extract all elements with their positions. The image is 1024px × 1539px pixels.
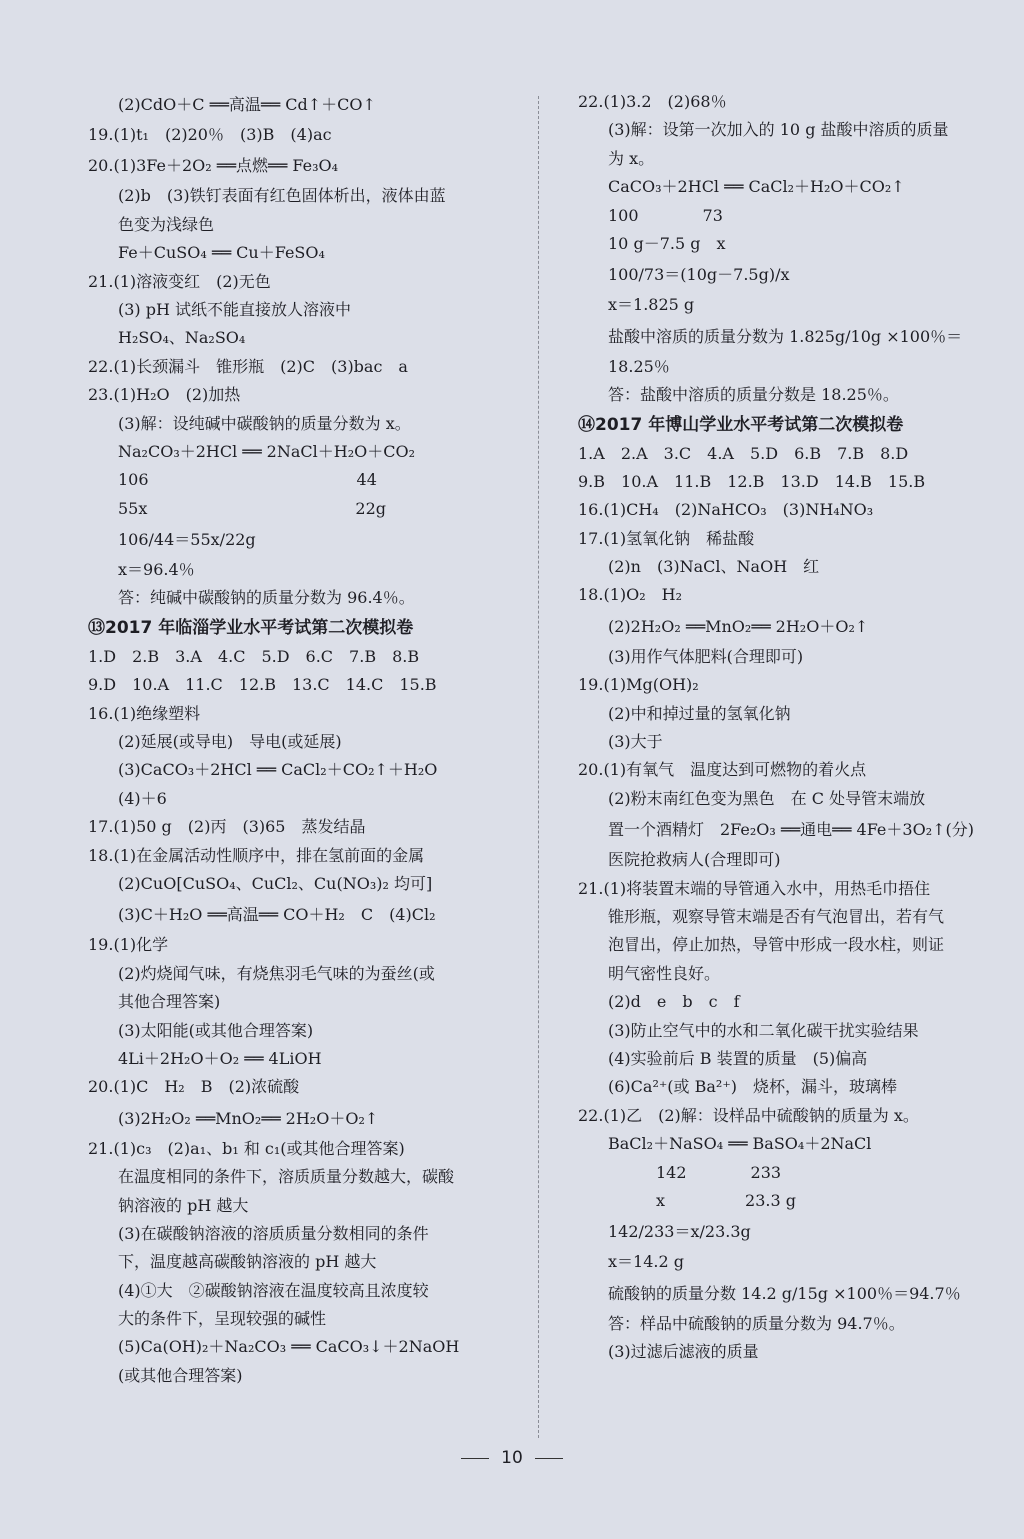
text-line: (2)粉末南红色变为黑色 在 C 处导管末端放 xyxy=(608,788,926,808)
text-line: x 23.3 g xyxy=(608,1190,796,1210)
text-line: 18.(1)O₂ H₂ xyxy=(578,585,683,605)
text-line: 20.(1)3Fe＋2O₂ ══点燃══ Fe₃O₄ xyxy=(88,156,339,176)
text-line: CaCO₃＋2HCl ══ CaCl₂＋H₂O＋CO₂↑ xyxy=(608,177,905,197)
text-line: 1.A 2.A 3.C 4.A 5.D 6.B 7.B 8.D xyxy=(578,443,909,463)
text-line: 19.(1)t₁ (2)20％ (3)B (4)ac xyxy=(88,125,332,144)
text-line: 盐酸中溶质的质量分数为 1.825g/10g ×100％＝ xyxy=(608,326,963,346)
text-line: 22.(1)乙 (2)解：设样品中硫酸钠的质量为 x。 xyxy=(578,1105,919,1125)
text-line: (3)在碳酸钠溶液的溶质质量分数相同的条件 xyxy=(118,1223,429,1243)
text-line: 大的条件下，呈现较强的碱性 xyxy=(118,1309,327,1329)
section-13-title: ⑬2017 年临淄学业水平考试第二次模拟卷 xyxy=(88,617,414,638)
text-line: 16.(1)CH₄ (2)NaHCO₃ (3)NH₄NO₃ xyxy=(578,500,874,520)
text-line: (4)实验前后 B 装置的质量 (5)偏高 xyxy=(608,1048,868,1068)
text-line: (3)CaCO₃＋2HCl ══ CaCl₂＋CO₂↑＋H₂O xyxy=(118,760,438,780)
text-line: 21.(1)溶液变红 (2)无色 xyxy=(88,271,271,291)
text-line: 17.(1)氢氧化钠 稀盐酸 xyxy=(578,528,755,548)
text-line: (2)中和掉过量的氢氧化钠 xyxy=(608,703,791,723)
text-line: x＝96.4％ xyxy=(118,560,195,580)
text-line: (2)CdO＋C ══高温══ Cd↑＋CO↑ xyxy=(118,95,376,114)
page-footer xyxy=(0,1448,1024,1468)
text-line: 19.(1)Mg(OH)₂ xyxy=(578,675,699,695)
footer-dash-left xyxy=(461,1458,489,1459)
text-line: (2)延展(或导电) 导电(或延展) xyxy=(118,732,342,752)
text-line: 答：盐酸中溶质的质量分数是 18.25％。 xyxy=(608,385,899,405)
text-line: 色变为浅绿色 xyxy=(118,214,215,234)
text-line: 100/73＝(10g－7.5g)/x xyxy=(608,265,790,285)
text-line: 18.25％ xyxy=(608,356,670,376)
text-line: (3) pH 试纸不能直接放人溶液中 xyxy=(118,299,352,319)
text-line: H₂SO₄、Na₂SO₄ xyxy=(118,328,246,348)
footer-dash-right xyxy=(535,1458,563,1459)
text-line: (4)①大 ②碳酸钠溶液在温度较高且浓度较 xyxy=(118,1280,429,1300)
text-line: 泡冒出，停止加热，导管中形成一段水柱，则证 xyxy=(608,935,945,955)
text-line: 20.(1)C H₂ B (2)浓硫酸 xyxy=(88,1077,300,1097)
text-line: 硫酸钠的质量分数 14.2 g/15g ×100％＝94.7％ xyxy=(608,1283,961,1303)
text-line: (3)大于 xyxy=(608,732,663,752)
text-line: x＝14.2 g xyxy=(608,1252,684,1272)
text-line: (2)b (3)铁钉表面有红色固体析出，液体由蓝 xyxy=(118,186,446,206)
text-line: 医院抢救病人(合理即可) xyxy=(608,850,781,870)
text-line: (5)Ca(OH)₂＋Na₂CO₃ ══ CaCO₃↓＋2NaOH xyxy=(118,1337,460,1357)
text-line: (2)CuO[CuSO₄、CuCl₂、Cu(NO₃)₂ 均可] xyxy=(118,873,433,893)
text-line: 下，温度越高碳酸钠溶液的 pH 越大 xyxy=(118,1252,377,1272)
text-line: 106/44＝55x/22g xyxy=(118,530,256,550)
text-line: 21.(1)c₃ (2)a₁、b₁ 和 c₁(或其他合理答案) xyxy=(88,1138,405,1158)
text-line: (3)防止空气中的水和二氧化碳干扰实验结果 xyxy=(608,1020,919,1040)
text-line: (2)2H₂O₂ ══MnO₂══ 2H₂O＋O₂↑ xyxy=(608,616,869,636)
text-line: 为 x。 xyxy=(608,148,655,168)
right-column xyxy=(578,88,998,1366)
text-line: (2)n (3)NaCl、NaOH 红 xyxy=(608,557,820,577)
text-line: 4Li＋2H₂O＋O₂ ══ 4LiOH xyxy=(118,1048,322,1068)
section-14-title: ⑭2017 年博山学业水平考试第二次模拟卷 xyxy=(578,414,904,435)
text-line: (6)Ca²⁺(或 Ba²⁺) 烧杯，漏斗，玻璃棒 xyxy=(608,1077,898,1097)
text-line: BaCl₂＋NaSO₄ ══ BaSO₄＋2NaCl xyxy=(608,1134,872,1154)
text-line: (或其他合理答案) xyxy=(118,1365,243,1385)
text-line: 17.(1)50 g (2)丙 (3)65 蒸发结晶 xyxy=(88,817,366,837)
left-column xyxy=(88,88,518,1390)
text-line: Na₂CO₃＋2HCl ══ 2NaCl＋H₂O＋CO₂ xyxy=(118,441,415,461)
text-line: 18.(1)在金属活动性顺序中，排在氢前面的金属 xyxy=(88,845,425,865)
text-line: 明气密性良好。 xyxy=(608,963,721,983)
text-line: 22.(1)长颈漏斗 锥形瓶 (2)C (3)bac a xyxy=(88,356,408,376)
text-line: 20.(1)有氧气 温度达到可燃物的着火点 xyxy=(578,760,867,780)
text-line: 其他合理答案) xyxy=(118,992,221,1012)
text-line: 142 233 xyxy=(608,1162,782,1182)
text-line: 在温度相同的条件下，溶质质量分数越大，碳酸 xyxy=(118,1167,455,1187)
text-line: (3)C＋H₂O ══高温══ CO＋H₂ C (4)Cl₂ xyxy=(118,905,436,925)
text-line: x＝1.825 g xyxy=(608,295,695,315)
text-line: 10 g－7.5 g x xyxy=(608,233,726,253)
text-line: (3)过滤后滤液的质量 xyxy=(608,1342,759,1362)
text-line: 1.D 2.B 3.A 4.C 5.D 6.C 7.B 8.B xyxy=(88,646,420,666)
text-line: (3)用作气体肥料(合理即可) xyxy=(608,646,804,666)
text-line: 9.B 10.A 11.B 12.B 13.D 14.B 15.B xyxy=(578,471,926,491)
text-line: (3)解：设第一次加入的 10 g 盐酸中溶质的质量 xyxy=(608,120,949,140)
text-line: (3)太阳能(或其他合理答案) xyxy=(118,1020,314,1040)
text-line: (4)＋6 xyxy=(118,788,167,808)
text-line: 置一个酒精灯 2Fe₂O₃ ══通电══ 4Fe＋3O₂↑(分) xyxy=(608,820,975,840)
text-line: 答：样品中硫酸钠的质量分数为 94.7％。 xyxy=(608,1313,905,1333)
text-line: 答：纯碱中碳酸钠的质量分数为 96.4％。 xyxy=(118,588,415,608)
text-line: (3)解：设纯碱中碳酸钠的质量分数为 x。 xyxy=(118,413,411,433)
text-line: (3)2H₂O₂ ══MnO₂══ 2H₂O＋O₂↑ xyxy=(118,1108,379,1128)
text-line: (2)灼烧闻气味，有烧焦羽毛气味的为蚕丝(或 xyxy=(118,963,435,983)
text-line: 142/233＝x/23.3g xyxy=(608,1222,751,1242)
text-line: 106 44 xyxy=(118,470,377,490)
page-number: 10 xyxy=(501,1448,523,1468)
text-line: 锥形瓶，观察导管末端是否有气泡冒出，若有气 xyxy=(608,906,945,926)
text-line: 23.(1)H₂O (2)加热 xyxy=(88,385,241,405)
text-line: Fe＋CuSO₄ ══ Cu＋FeSO₄ xyxy=(118,243,325,263)
text-line: 19.(1)化学 xyxy=(88,935,169,955)
text-line: 9.D 10.A 11.C 12.B 13.C 14.C 15.B xyxy=(88,675,437,695)
text-line: 16.(1)绝缘塑料 xyxy=(88,703,201,723)
text-line: 21.(1)将装置末端的导管通入水中，用热毛巾捂住 xyxy=(578,878,931,898)
column-divider xyxy=(538,96,539,1438)
text-line: 100 73 xyxy=(608,205,723,225)
text-line: 22.(1)3.2 (2)68％ xyxy=(578,92,727,111)
text-line: 钠溶液的 pH 越大 xyxy=(118,1195,249,1215)
text-line: (2)d e b c f xyxy=(608,992,740,1012)
text-line: 55x 22g xyxy=(118,498,386,518)
